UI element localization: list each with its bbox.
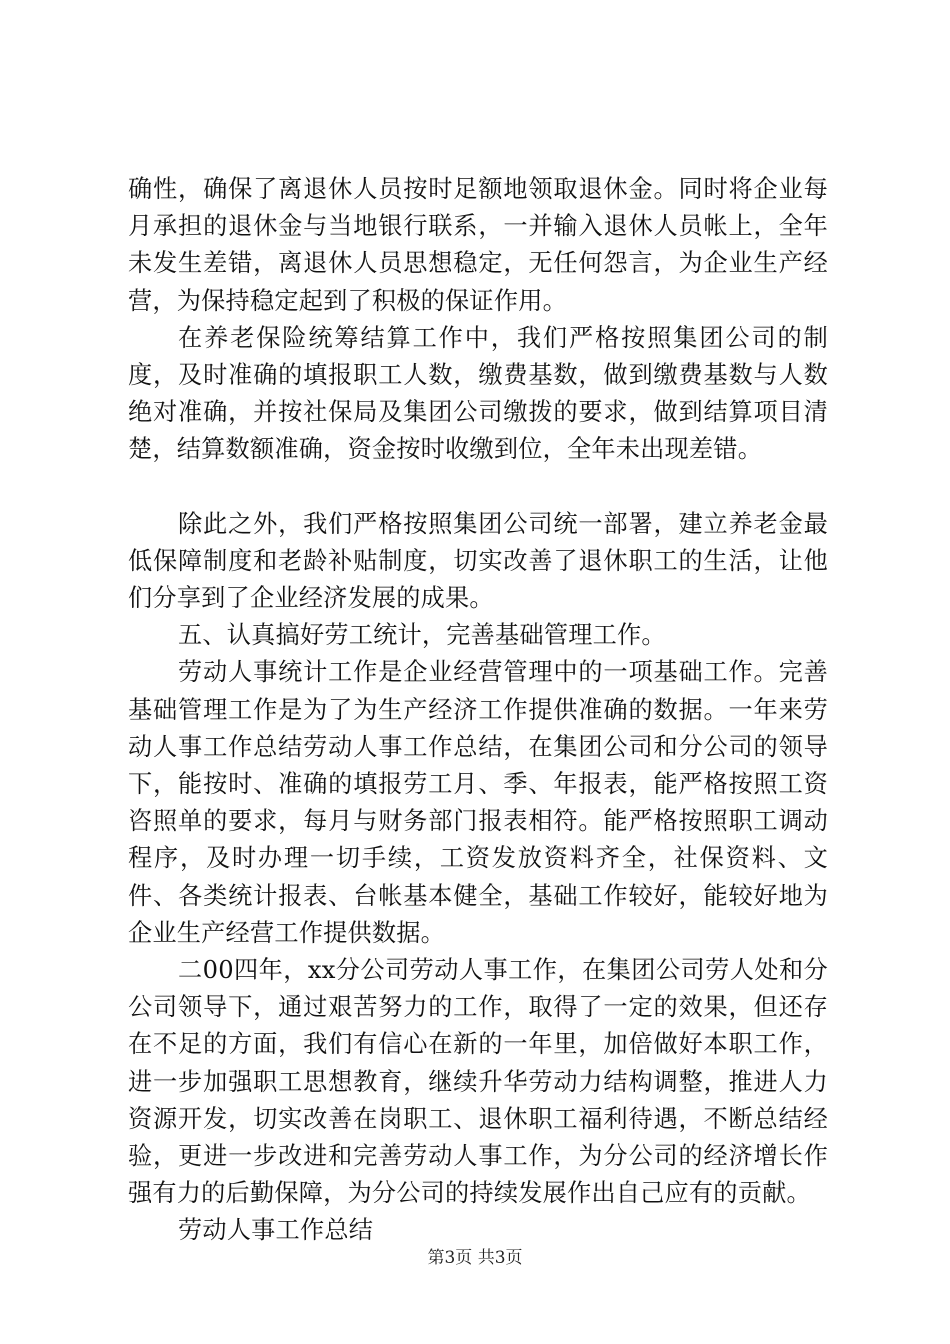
page-number-footer: 第3页 共3页 xyxy=(427,1248,523,1268)
section-heading-statistics: 五、认真搞好劳工统计，完善基础管理工作。 xyxy=(178,621,666,650)
document-body xyxy=(128,171,828,1250)
paragraph-pension-settlement: 在养老保险统筹结算工作中，我们严格按照集团公司的制度，及时准确的填报职工人数，缴费基数，做到缴费基数与人数绝对准确，并按社保局及集团公司缴拨的要求，做到结算项目清楚，结算数额准确，资金按时收缴到位，全年未出现差错。 xyxy=(128,323,828,464)
document-closing-title: 劳动人事工作总结 xyxy=(178,1216,374,1245)
paragraph-retirement-pay: 确性，确保了离退休人员按时足额地领取退休金。同时将企业每月承担的退休金与当地银行联系，一并输入退休人员帐上，全年未发生差错，离退休人员思想稳定，无任何怨言，为企业生产经营，为保持稳定起到了积极的保证作用。 xyxy=(128,175,828,315)
paragraph-statistics-work: 劳动人事统计工作是企业经营管理中的一项基础工作。完善基础管理工作是为了为生产经济工作提供准确的数据。一年来劳动人事工作总结劳动人事工作总结，在集团公司和分公司的领导下，能按时、准确的填报劳工月、季、年报表，能严格按照工资咨照单的要求，每月与财务部门报表相符。能严格按照职工调动程序，及时办理一切手续，工资发放资料齐全，社保资料、文件、各类统计报表、台帐基本健全，基础工作较好，能较好地为企业生产经营工作提供数据。 xyxy=(128,658,828,947)
paragraph-minimum-guarantee: 除此之外，我们严格按照集团公司统一部署，建立养老金最低保障制度和老龄补贴制度，切实改善了退休职工的生活，让他们分享到了企业经济发展的成果。 xyxy=(128,509,828,613)
paragraph-conclusion: 二00四年，xx分公司劳动人事工作，在集团公司劳人处和分公司领导下，通过艰苦努力的工作，取得了一定的效果，但还存在不足的方面，我们有信心在新的一年里，加倍做好本职工作，进一步加强职工思想教育，继续升华劳动力结构调整，推进人力资源开发，切实改善在岗职工、退休职工福利待遇，不断总结经验，更进一步改进和完善劳动人事工作，为分公司的经济增长作强有力的后勤保障，为分公司的持续发展作出自己应有的贡献。 xyxy=(128,956,828,1208)
